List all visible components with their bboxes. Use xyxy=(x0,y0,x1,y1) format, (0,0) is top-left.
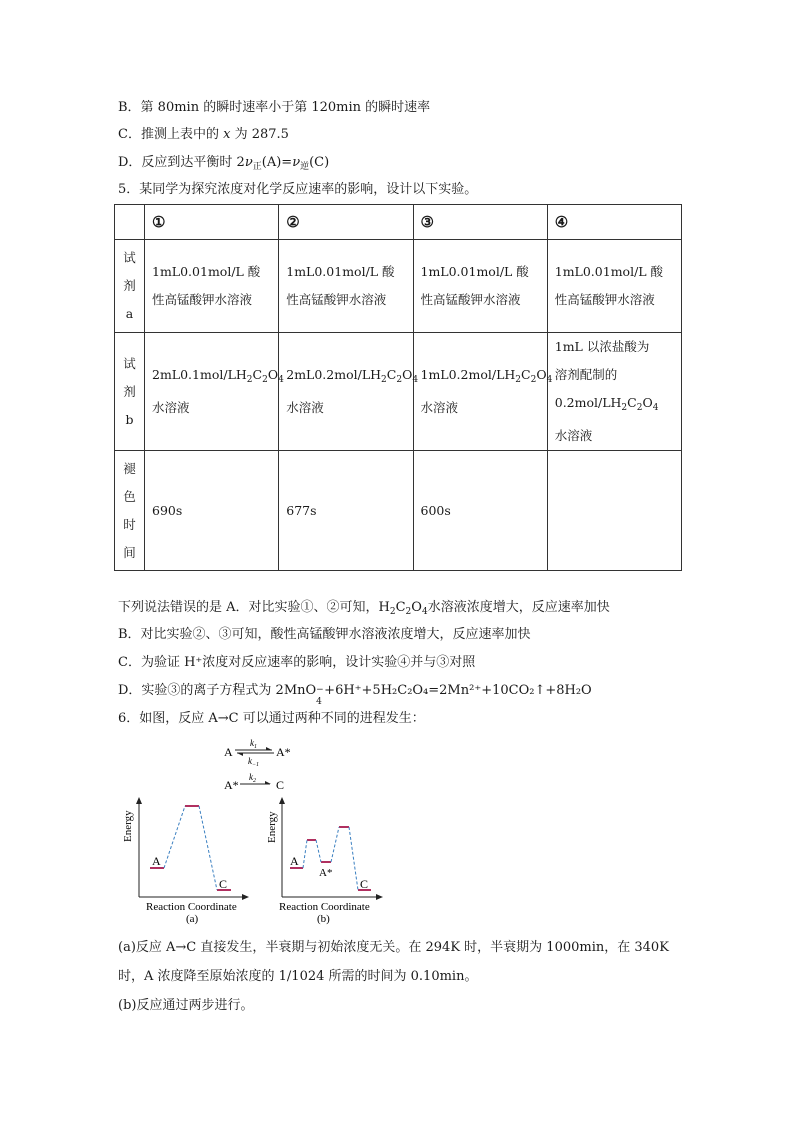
col-header-3: ③ xyxy=(413,205,547,240)
option-D-line: D．反应到达平衡时 $2\nu_正(A)=\nu_逆(C)$ xyxy=(118,155,330,172)
question-5-stem: 5．某同学为探究浓度对化学反应速率的影响，设计以下实验。 xyxy=(118,182,478,197)
cell-b-1: $2mL0.1mol/LH_2C_2O_4$ 水溶液 xyxy=(145,333,279,451)
graph-a-x-arrowhead xyxy=(242,894,249,900)
graph-a-label-C: C xyxy=(219,877,228,891)
cell-a-2: 1mL0.01mol/L 酸性高锰酸钾水溶液 xyxy=(279,240,413,333)
table-row-reagent-b xyxy=(115,333,682,451)
graph-a-curve xyxy=(164,806,217,890)
graph-b-label-C: C xyxy=(360,877,369,891)
cell-c-3: 600s xyxy=(413,451,547,571)
k-1-label: $k_{-1}$ xyxy=(248,756,260,768)
graph-b-y-arrowhead xyxy=(279,797,285,804)
graph-b-ylabel: Energy xyxy=(266,811,278,843)
q5-option-C: C．为验证 H⁺浓度对反应速率的影响，设计实验④并与③对照 xyxy=(118,655,476,670)
cell-b-2: $2mL0.2mol/LH_2C_2O_4$ 水溶液 xyxy=(279,333,413,451)
cell-c-4 xyxy=(547,451,681,571)
q5-option-B: B．对比实验②、③可知，酸性高锰酸钾水溶液浓度增大，反应速率加快 xyxy=(118,627,531,642)
row-head-reagent-a: 试 剂 a xyxy=(115,240,145,333)
option-B-line: B．第 80min 的瞬时速率小于第 120min 的瞬时速率 xyxy=(118,100,431,115)
cell-c-1: 690s xyxy=(145,451,279,571)
col-header-1: ① xyxy=(145,205,279,240)
graph-b-label-A: A xyxy=(290,854,299,868)
cell-b-3: $1mL0.2mol/LH_2C_2O_4$ 水溶液 xyxy=(413,333,547,451)
k2-label: $k_2$ xyxy=(249,772,256,784)
row-head-reagent-b: 试 剂 b xyxy=(115,333,145,451)
q6-paragraph-a-line1: (a)反应 A→C 直接发生，半衰期与初始浓度无关。在 294K 时，半衰期为 1000min，在 340K xyxy=(118,940,669,955)
reverse-arrowhead-k-1 xyxy=(237,753,243,756)
q5-option-A: 下列说法错误的是 A．对比实验①、②可知，$H_2C_2O_4$水溶液浓度增大，反应速率加快 xyxy=(118,600,610,617)
scheme-A: A xyxy=(224,745,233,759)
table-row-reagent-a xyxy=(115,240,682,333)
q5-option-D: D．实验③的离子方程式为 2MnO − 4 +6H⁺+5H₂C₂O₄=2Mn²⁺+10CO₂↑+8H₂O xyxy=(118,683,592,707)
k1-label: $k_1$ xyxy=(250,738,257,750)
cell-a-4: 1mL0.01mol/L 酸性高锰酸钾水溶液 xyxy=(547,240,681,333)
arrowhead-k2 xyxy=(265,781,271,784)
graph-a-tag: (a) xyxy=(186,913,199,925)
graph-b-label-Astar: A* xyxy=(319,867,333,879)
q6-paragraph-b: (b)反应通过两步进行。 xyxy=(118,998,254,1013)
cell-a-1: 1mL0.01mol/L 酸性高锰酸钾水溶液 xyxy=(145,240,279,333)
scheme-Astar: A* xyxy=(276,745,291,759)
graph-b-x-arrowhead xyxy=(376,894,383,900)
table-header-row xyxy=(115,205,682,240)
graph-b-xlabel: Reaction Coordinate xyxy=(279,901,370,913)
forward-arrowhead-k1 xyxy=(266,747,272,750)
graph-a-ylabel: Energy xyxy=(122,810,134,842)
graph-b-tag: (b) xyxy=(317,913,330,925)
graph-a-y-arrowhead xyxy=(136,797,142,804)
scheme-Astar-2: A* xyxy=(224,778,239,792)
question-6-stem: 6．如图，反应 A→C 可以通过两种不同的进程发生： xyxy=(118,711,425,726)
scheme-C: C xyxy=(276,778,285,792)
experiment-table xyxy=(114,204,682,571)
col-header-4: ④ xyxy=(547,205,681,240)
q6-paragraph-a-line2: 时，A 浓度降至原始浓度的 1/1024 所需的时间为 0.10min。 xyxy=(118,969,478,984)
cell-a-3: 1mL0.01mol/L 酸性高锰酸钾水溶液 xyxy=(413,240,547,333)
cell-b-4: 1mL 以浓盐酸为 溶剂配制的 $0.2mol/LH_2C_2O_4$ 水溶液 xyxy=(547,333,681,451)
option-C-line: C．推测上表中的 x 为 287.5 xyxy=(118,127,289,142)
table-corner-cell xyxy=(115,205,145,240)
graph-a-xlabel: Reaction Coordinate xyxy=(146,901,237,913)
col-header-2: ② xyxy=(279,205,413,240)
table-row-fade-time xyxy=(115,451,682,571)
cell-c-2: 677s xyxy=(279,451,413,571)
row-head-fade-time: 褪 色 时 间 xyxy=(115,451,145,571)
graph-b-curve xyxy=(303,827,358,890)
graph-a-label-A: A xyxy=(152,854,161,868)
